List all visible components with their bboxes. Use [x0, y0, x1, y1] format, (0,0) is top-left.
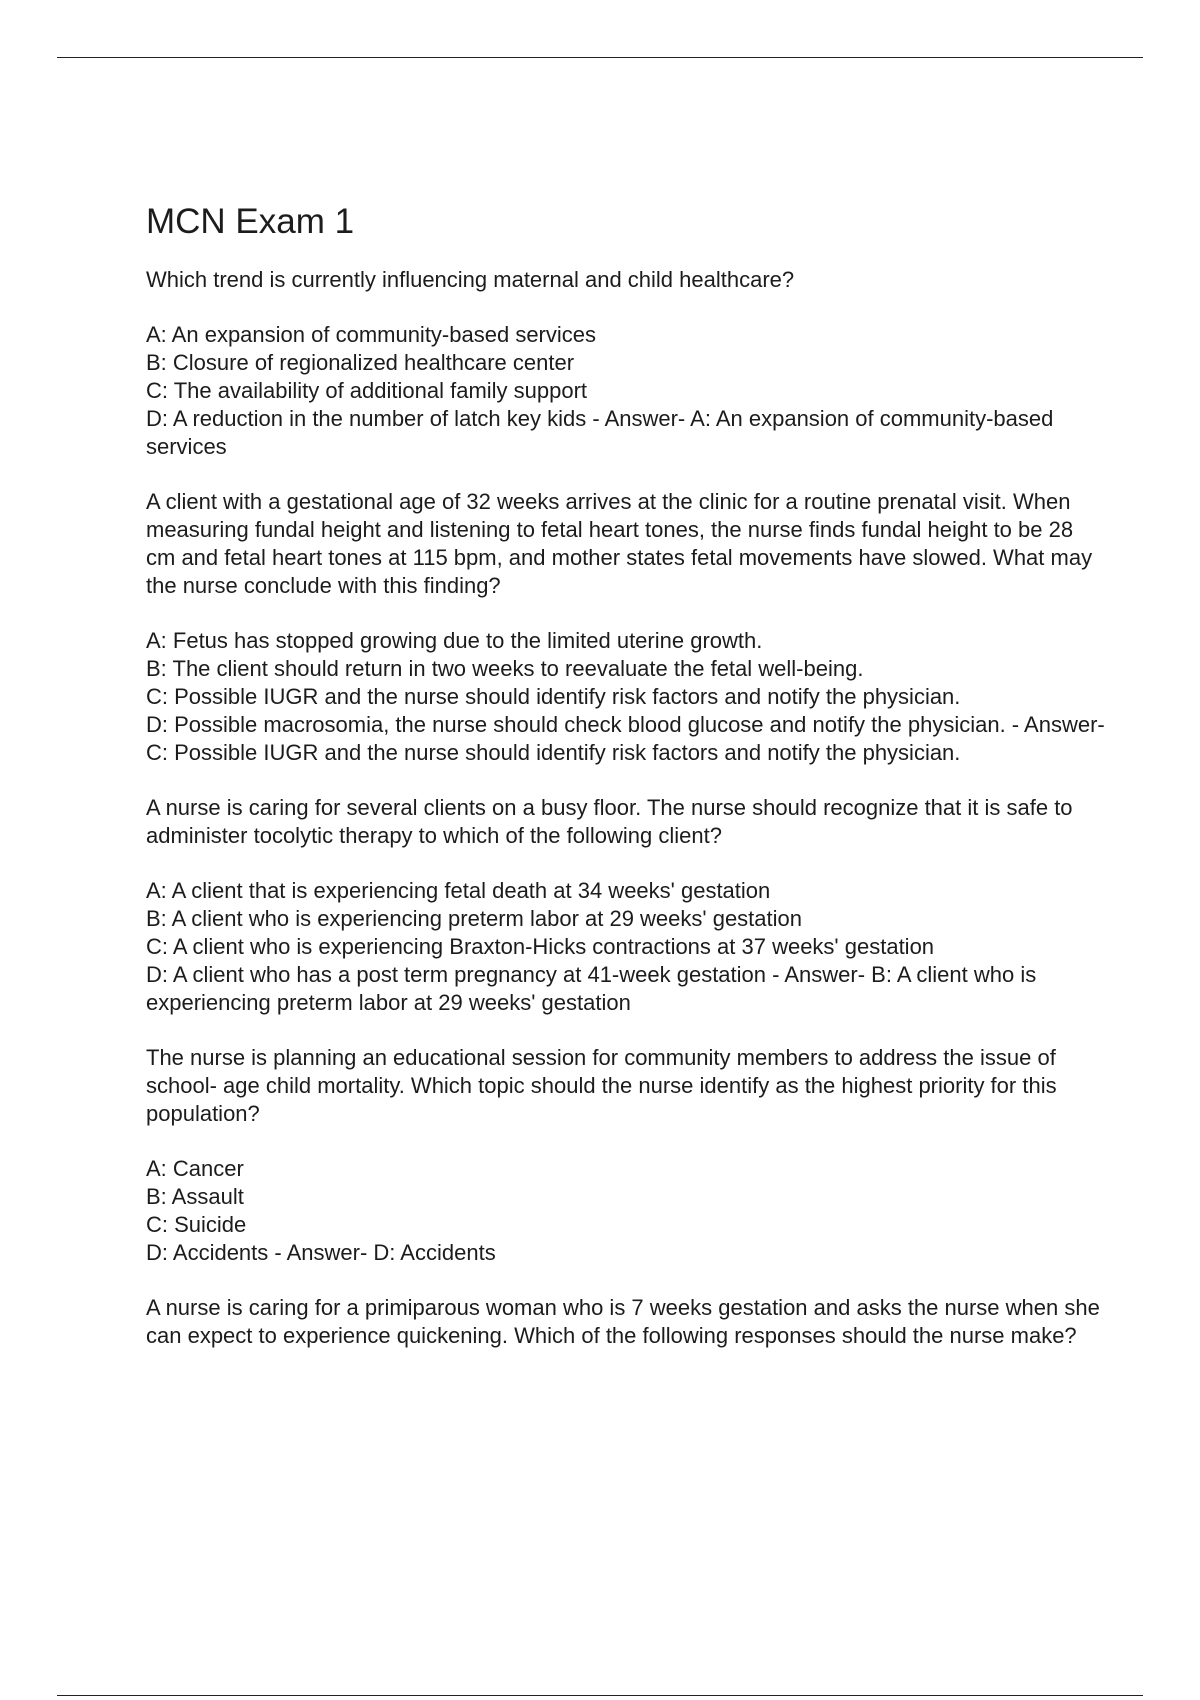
option-b: B: Closure of regionalized healthcare center — [146, 350, 575, 375]
option-b: B: Assault — [146, 1184, 244, 1209]
question-3-options — [146, 877, 1106, 1017]
option-d-with-answer: D: A reduction in the number of latch key kids - Answer- A: An expansion of community-based services — [146, 406, 1054, 459]
option-d-with-answer: D: A client who has a post term pregnancy at 41-week gestation - Answer- B: A client who is experiencing preterm labor at 29 weeks' gestation — [146, 962, 1037, 1015]
option-d-with-answer: D: Possible macrosomia, the nurse should check blood glucose and notify the physician. - Answer- C: Possible IUGR and the nurse should identify risk factors and notify the physician. — [146, 712, 1105, 765]
option-a: A: Cancer — [146, 1156, 244, 1181]
option-d-with-answer: D: Accidents - Answer- D: Accidents — [146, 1240, 496, 1265]
option-b: B: A client who is experiencing preterm labor at 29 weeks' gestation — [146, 906, 803, 931]
document-body — [146, 198, 1106, 1377]
option-a: A: A client that is experiencing fetal death at 34 weeks' gestation — [146, 878, 771, 903]
question-4 — [146, 1044, 1106, 1128]
question-text: A nurse is caring for a primiparous woman who is 7 weeks gestation and asks the nurse when she can expect to experience quickening. Which of the following responses should the nurse make? — [146, 1295, 1100, 1348]
question-text: A client with a gestational age of 32 weeks arrives at the clinic for a routine prenatal visit. When measuring fundal height and listening to fetal heart tones, the nurse finds fundal height to be 28 cm and fetal heart tones at 115 bpm, and mother states fetal movements have slowed. What may the nurse conclude with this finding? — [146, 489, 1093, 598]
option-c: C: A client who is experiencing Braxton-Hicks contractions at 37 weeks' gestation — [146, 934, 935, 959]
top-rule — [57, 57, 1143, 58]
option-a: A: An expansion of community-based services — [146, 322, 597, 347]
option-c: C: Possible IUGR and the nurse should identify risk factors and notify the physician. — [146, 684, 961, 709]
question-text: A nurse is caring for several clients on a busy floor. The nurse should recognize that it is safe to administer tocolytic therapy to which of the following client? — [146, 795, 1073, 848]
option-c: C: The availability of additional family support — [146, 378, 588, 403]
document-title: MCN Exam 1 — [146, 202, 355, 241]
question-5 — [146, 1294, 1106, 1350]
question-text: Which trend is currently influencing maternal and child healthcare? — [146, 267, 795, 292]
question-2-options — [146, 627, 1106, 767]
question-text: The nurse is planning an educational session for community members to address the issue of school- age child mortality. Which topic should the nurse identify as the highest priority for this population? — [146, 1045, 1057, 1126]
bottom-rule — [57, 1695, 1143, 1696]
option-c: C: Suicide — [146, 1212, 247, 1237]
question-4-options — [146, 1155, 1106, 1267]
question-3 — [146, 794, 1106, 850]
question-1 — [146, 266, 1106, 294]
option-b: B: The client should return in two weeks to reevaluate the fetal well-being. — [146, 656, 864, 681]
option-a: A: Fetus has stopped growing due to the limited uterine growth. — [146, 628, 763, 653]
question-2 — [146, 488, 1106, 600]
question-1-options — [146, 321, 1106, 461]
